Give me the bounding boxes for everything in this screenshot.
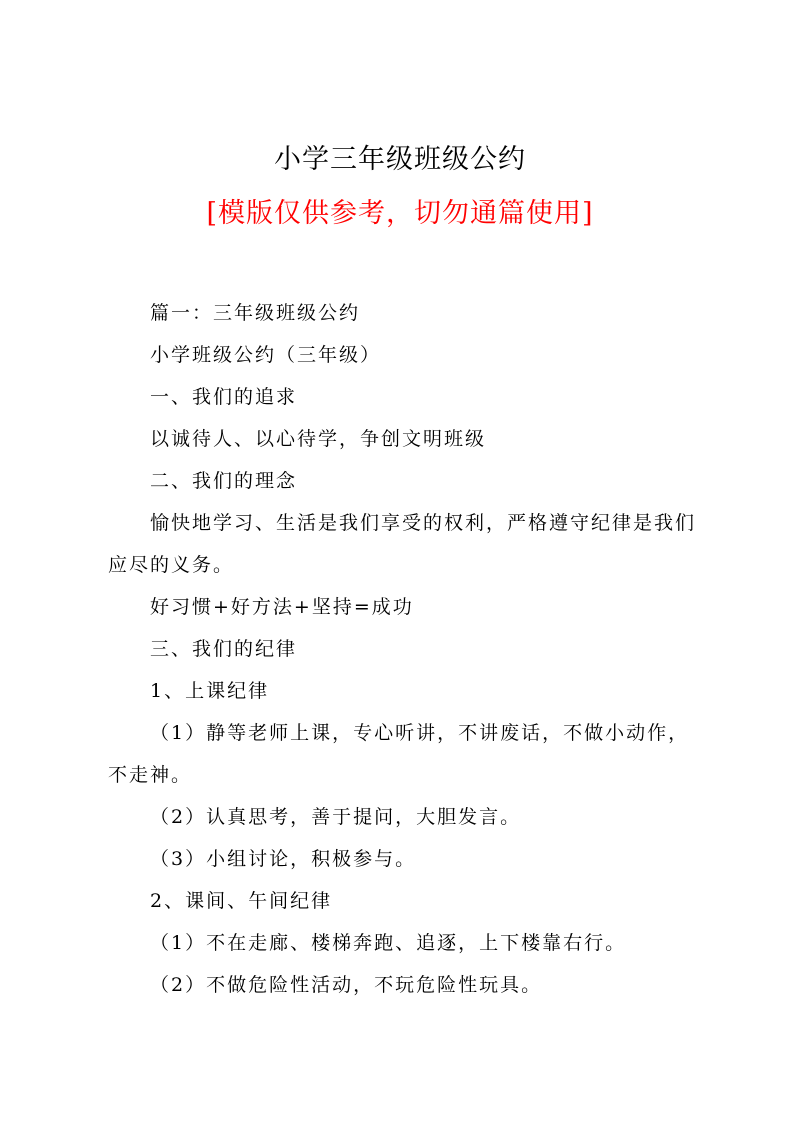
philosophy-text: 愉快地学习、生活是我们享受的权利，严格遵守纪律是我们应尽的义务。 bbox=[108, 512, 697, 576]
class-rule-1: （1）静等老师上课，专心听讲，不讲废话，不做小动作，不走神。 bbox=[108, 722, 690, 786]
pursuit-text: 以诚待人、以心待学，争创文明班级 bbox=[150, 428, 487, 450]
section-heading-discipline: 三、我们的纪律 bbox=[150, 638, 298, 660]
subheading-break-discipline: 2、课间、午间纪律 bbox=[150, 890, 333, 912]
success-formula: 好习惯+好方法+坚持=成功 bbox=[150, 596, 414, 618]
document-title: 小学三年级班级公约 bbox=[274, 144, 526, 175]
section-heading-pursuit: 一、我们的追求 bbox=[150, 386, 298, 408]
break-rule-1: （1）不在走廊、楼梯奔跑、追逐，上下楼靠右行。 bbox=[150, 932, 627, 954]
section-heading-part-one: 篇一：三年级班级公约 bbox=[150, 302, 361, 324]
class-rule-3: （3）小组讨论，积极参与。 bbox=[150, 848, 417, 870]
subheading-class-discipline: 1、上课纪律 bbox=[150, 680, 270, 702]
convention-heading: 小学班级公约（三年级） bbox=[150, 344, 382, 366]
section-heading-philosophy: 二、我们的理念 bbox=[150, 470, 298, 492]
break-rule-2: （2）不做危险性活动，不玩危险性玩具。 bbox=[150, 974, 543, 996]
class-rule-2: （2）认真思考，善于提问，大胆发言。 bbox=[150, 806, 522, 828]
document-body bbox=[108, 292, 708, 1006]
template-notice: [模版仅供参考，切勿通篇使用] bbox=[206, 198, 594, 229]
